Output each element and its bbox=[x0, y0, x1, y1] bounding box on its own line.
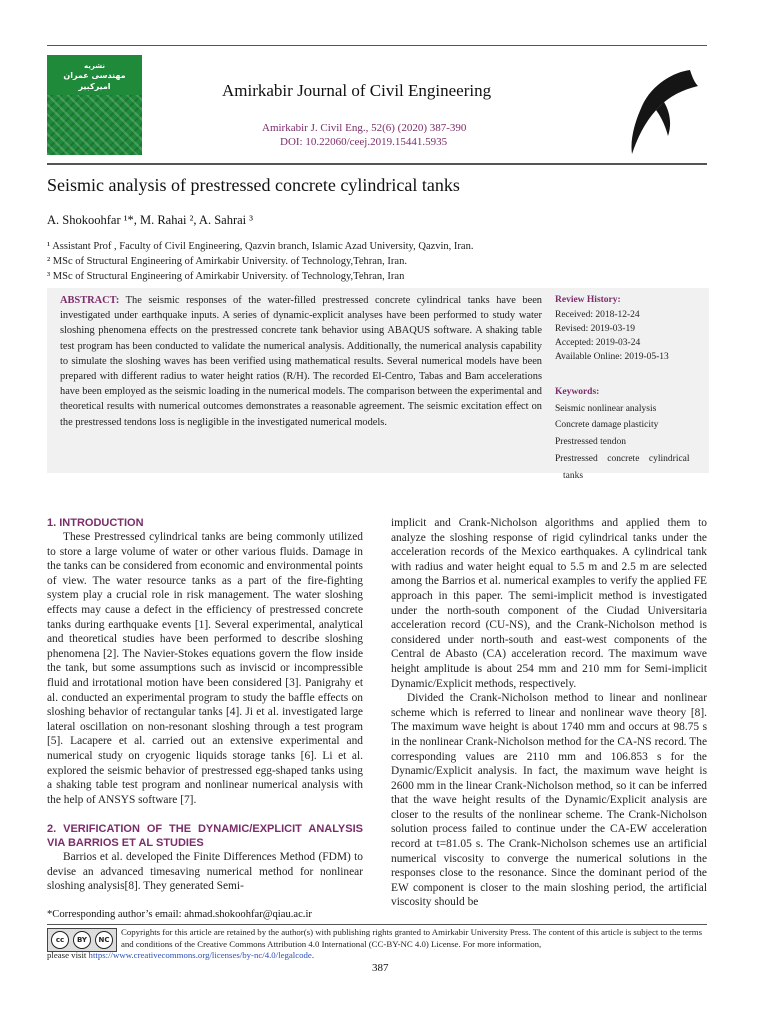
corresponding-author: *Corresponding author’s email: ahmad.shokoohfar@qiau.ac.ir bbox=[47, 909, 312, 920]
header-rule bbox=[47, 163, 707, 165]
license-link[interactable]: https://www.creativecommons.org/licenses/by-nc/4.0/legalcode bbox=[88, 950, 312, 960]
abstract-text: The seismic responses of the water-filled prestressed concrete cylindrical tanks have been investigated under earthquake inputs. A series of dynamic-explicit analyses have been performed to study water sloshing phenomena effects on the prestressed concrete tank behavior using ABAQUS software. A shaking table test program has been conducted to validate the numerical analysis. Additionally, the numerical analysis capability to simulate the sloshing waves has been verified using mathematical results. Several numerical models have been prepared with different radius to water height ratios (R/H). The recorded El-Centro, Tabas and Bam accelerations have been employed as the seismic loading in the numerical models. The comparison between the experimental and theoretical results with numerical outcomes demonstrates a reasonable agreement. The seismic excitation effect on the prestressed tendons loss is negligible in the investigated numerical models. bbox=[60, 295, 542, 428]
keyword-3: Prestressed tendon bbox=[555, 437, 626, 447]
keyword-4: Prestressed concrete cylindrical bbox=[555, 454, 690, 464]
license-visit: please visit https://www.creativecommons.org/licenses/by-nc/4.0/legalcode. bbox=[47, 950, 315, 960]
page-number: 387 bbox=[372, 962, 389, 974]
review-received: Received: 2018-12-24 bbox=[555, 310, 640, 320]
doi-link[interactable]: DOI: 10.22060/ceej.2019.15441.5935 bbox=[280, 136, 448, 148]
top-rule bbox=[47, 45, 707, 46]
affiliation-1: ¹ Assistant Prof , Faculty of Civil Engineering, Qazvin branch, Islamic Azad University, Qazvin, Iran. bbox=[47, 241, 474, 252]
citation: Amirkabir J. Civil Eng., 52(6) (2020) 387-390 bbox=[262, 122, 467, 134]
affiliation-2: ² MSc of Structural Engineering of Amirkabir University. of Technology,Tehran, Iran. bbox=[47, 256, 407, 267]
section-1-heading: 1. INTRODUCTION bbox=[47, 517, 144, 529]
right-column bbox=[391, 516, 707, 910]
keyword-1: Seismic nonlinear analysis bbox=[555, 404, 657, 414]
keywords-heading: Keywords: bbox=[555, 387, 600, 397]
authors: A. Shokoohfar ¹*, M. Rahai ², A. Sahrai ³ bbox=[47, 213, 254, 227]
review-online: Available Online: 2019-05-13 bbox=[555, 352, 669, 362]
journal-logo-icon bbox=[612, 62, 712, 162]
cover-text-2: مهندسی عمران bbox=[63, 71, 126, 80]
footer-rule bbox=[47, 924, 707, 925]
by-icon: BY bbox=[73, 931, 91, 949]
cover-text-1: نشریه bbox=[84, 62, 105, 70]
section-2-paragraph: Barrios et al. developed the Finite Differences Method (FDM) to devise an advanced timesaving numerical method for nonlinear sloshing analysis[8]. They generated Semi- bbox=[47, 851, 363, 893]
review-history-heading: Review History: bbox=[555, 295, 621, 305]
license-text: Copyrights for this article are retained by the author(s) with publishing rights granted to Amirkabir University Press. The content of this article is subject to the terms and conditions of the Creative Commons Attribution 4.0 International (CC-BY-NC 4.0) License. For more information, bbox=[121, 927, 703, 949]
right-paragraph-1: implicit and Crank-Nicholson algorithms and applied them to analyze the sloshing response of rigid cylindrical tanks under the acceleration records of the Mexico earthquakes. A cylindrical tank with radius and water height equal to 5.5 m and 2.5 m are selected among the Barrios et al. numerical examples to verify the applied FE approach in this paper. The semi-implicit method is investigated under the north-south component of the Ciudad Universitaria acceleration record (CU-NS), and the Crank-Nicholson method is considered under north-south and east-west components of the Central de Abasto (CA) acceleration record. The maximum wave height amplitude is about 254 mm and 210 mm for Semi-implicit Dynamic/Explicit methods, respectively. bbox=[391, 517, 707, 690]
cc-license-icon bbox=[47, 928, 117, 952]
section-1-paragraph: These Prestressed cylindrical tanks are being commonly utilized to store a large volume of water or other various fluids. Damage in the tanks can be considered from economic and environmental points of view. The water resource tanks as a part of the fire-fighting system play a crucial role in risk management. The water sloshing effects may cause a defect in the efficiency of prestressed concrete tanks during earthquake events [1]. Several experimental, analytical and theoretical studies have been performed to describe sloshing phenomena [2]. The Navier-Stokes equations govern the flow inside the tank, but some assumptions such as inviscid or incompressible fluid and irrotational motion have been considered [3]. Panigrahy et al. conducted an experimental program to study the baffle effects on sloshing behavior of rectangular tanks [4]. Ji et al. investigated large lateral oscillation on non-resonant sloshing through a test program [5]. Lacapere et al. carried out an extensive experimental and numerical study on cryogenic liquids storage tanks [6]. Li et al. explored the seismic behavior of prestressed egg-shaped tanks using a shaking table test program and nonlinear numerical analysis with the help of ANSYS software [7]. bbox=[47, 531, 363, 806]
review-revised: Revised: 2019-03-19 bbox=[555, 324, 635, 334]
cc-icon: cc bbox=[51, 931, 69, 949]
keyword-2: Concrete damage plasticity bbox=[555, 420, 659, 430]
section-2-heading: 2. VERIFICATION OF THE DYNAMIC/EXPLICIT ANALYSIS VIA BARRIOS ET AL STUDIES bbox=[47, 823, 363, 850]
journal-cover-image bbox=[47, 55, 142, 155]
keyword-4-cont: tanks bbox=[563, 471, 584, 481]
review-accepted: Accepted: 2019-03-24 bbox=[555, 338, 641, 348]
abstract-label: ABSTRACT: bbox=[60, 295, 120, 306]
nc-icon: NC bbox=[95, 931, 113, 949]
journal-title: Amirkabir Journal of Civil Engineering bbox=[222, 81, 492, 100]
right-paragraph-2: Divided the Crank-Nicholson method to linear and nonlinear scheme which is referred to linear and nonlinear wave theory [8]. The maximum wave height is about 1740 mm and occurs at 98.75 s in the nonlinear Crank-Nicholson method for the CA-NS record. The corresponding values are 2110 mm and 106.853 s for the Dynamic/Explicit analysis. In fact, the maximum wave height is 2600 mm in the linear Crank-Nicholson method, so it can be inferred that the wave height results of the Dynamic/Explicit analysis are closer to the results of the nonlinear scheme. The Crank-Nicholson solution process failed to continue under the CA-EW acceleration record at t=81.05 s. The Crank-Nicholson schemes use an artificial numerical viscosity to converge the numerical solutions in the responses close to the resonance. Since the dominant period of the EW component is closer to the main sloshing period, the artificial viscosity should be bbox=[391, 692, 707, 909]
affiliation-3: ³ MSc of Structural Engineering of Amirkabir University. of Technology,Tehran, Iran bbox=[47, 271, 405, 282]
abstract bbox=[60, 293, 542, 430]
left-column bbox=[47, 516, 363, 894]
cover-text-3: امیرکبیر bbox=[78, 82, 111, 91]
paper-title: Seismic analysis of prestressed concrete cylindrical tanks bbox=[47, 175, 460, 195]
